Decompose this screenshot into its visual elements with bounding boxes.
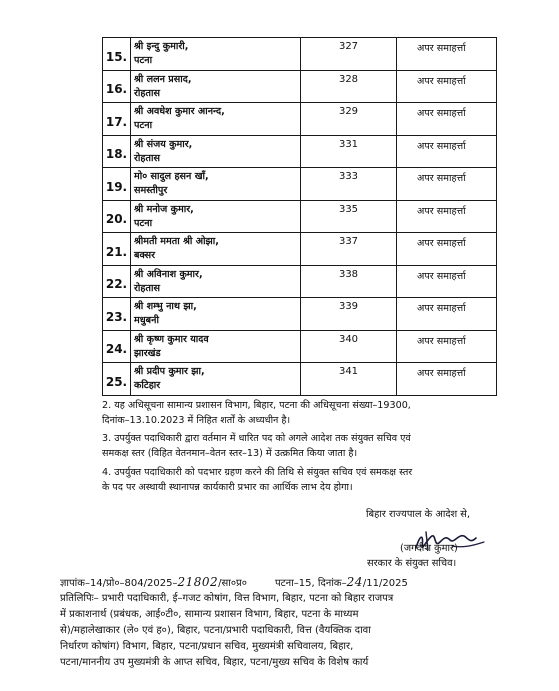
designation-cell: अपर समाहर्त्ता (397, 233, 497, 266)
signer-name: (जगदीश कुमार) (400, 543, 458, 554)
designation-cell: अपर समाहर्त्ता (397, 168, 497, 201)
table-row (103, 330, 497, 363)
officer-code-cell: 341 (301, 363, 397, 396)
paragraph-2-line-1: 2. यह अधिसूचना सामान्य प्रशासन विभाग, बिहार, पटना की अधिसूचना संख्या–19300, (102, 400, 411, 411)
paragraph-4-line-1: 4. उपर्युक्त पदाधिकारी को पदभार ग्रहण करने की तिथि से संयुक्त सचिव एवं समकक्ष स्तर (102, 467, 413, 478)
officer-name: श्री मनोज कुमार, (134, 203, 194, 215)
serial-number-cell: 24. (103, 330, 131, 363)
officer-code-cell: 328 (301, 70, 397, 103)
paragraph-3-line-1: 3. उपर्युक्त पदाधिकारी द्वारा वर्तमान में धारित पद को अगले आदेश तक संयुक्त सचिव एवं (102, 433, 411, 444)
officer-code-cell: 338 (301, 265, 397, 298)
officer-cell (131, 200, 301, 233)
officer-cell (131, 265, 301, 298)
memo-handwritten-number: 21802 (177, 575, 219, 589)
paragraph-3-line-2: समकक्ष स्तर (विहित वेतनमान–वेतन स्तर–13) में उत्क्रमित किया जाता है। (102, 447, 358, 459)
officer-cell (131, 103, 301, 136)
paragraph-2-line-2: दिनांक–13.10.2023 में निहित शर्तों के अध्यधीन है। (102, 414, 291, 426)
officer-district: बक्सर (134, 250, 156, 261)
serial-number-cell: 18. (103, 135, 131, 168)
copy-line-1: प्रतिलिपिः– प्रभारी पदाधिकारी, ई–गजट कोषांग, वित्त विभाग, बिहार, पटना को बिहार राजपत्र (60, 593, 394, 604)
officer-name: श्री प्रदीप कुमार झा, (134, 366, 205, 377)
designation-cell: अपर समाहर्त्ता (397, 363, 497, 396)
memo-handwritten-day: 24 (346, 575, 363, 589)
officer-code-cell: 339 (301, 298, 397, 331)
designation-cell: अपर समाहर्त्ता (397, 200, 497, 233)
paragraph-4 (102, 466, 522, 495)
officer-code-cell: 333 (301, 168, 397, 201)
officer-name: मो० सादुल हसन खाँ, (134, 171, 209, 182)
officer-name: श्री संजय कुमार, (134, 138, 193, 150)
serial-number-cell: 17. (103, 103, 131, 136)
officer-name: श्री अविनाश कुमार, (134, 268, 203, 280)
officer-cell (131, 363, 301, 396)
table-row (103, 135, 497, 168)
officer-district: पटना (134, 217, 153, 229)
designation-cell: अपर समाहर्त्ता (397, 298, 497, 331)
table-row (103, 70, 497, 103)
officer-district: कटिहार (134, 380, 161, 391)
designation-cell: अपर समाहर्त्ता (397, 135, 497, 168)
serial-number-cell: 15. (103, 38, 131, 71)
officer-cell (131, 298, 301, 331)
officer-district: समस्तीपुर (134, 185, 168, 196)
officer-cell (131, 330, 301, 363)
serial-number-cell: 16. (103, 70, 131, 103)
officer-cell (131, 135, 301, 168)
memo-place-date-prefix: पटना–15, दिनांक– (274, 578, 347, 589)
officer-code-cell: 331 (301, 135, 397, 168)
officer-name: श्री ललन प्रसाद, (134, 73, 192, 85)
officer-cell (131, 168, 301, 201)
table-row (103, 200, 497, 233)
officer-code-cell: 329 (301, 103, 397, 136)
officer-cell (131, 38, 301, 71)
paragraph-2 (102, 399, 522, 428)
officer-district: पटना (134, 120, 153, 131)
officer-cell (131, 70, 301, 103)
serial-number-cell: 23. (103, 298, 131, 331)
table-row (103, 298, 497, 331)
officer-district: रोहतास (134, 87, 160, 99)
officer-code-cell: 335 (301, 200, 397, 233)
officer-district: झारखंड (134, 347, 161, 359)
copy-line-3: से)/महालेखाकार (ले० एवं ह०), बिहार, पटना/प्रभारी पदाधिकारी, वित्त (वैयक्तिक दावा (60, 625, 371, 636)
officer-district: रोहतास (134, 282, 160, 294)
paragraph-4-line-2: के पद पर अस्थायी स्थानापन्न कार्यकारी प्रभार का आर्थिक लाभ देय होगा। (102, 481, 353, 493)
officer-table (102, 37, 497, 396)
table-row (103, 265, 497, 298)
designation-cell: अपर समाहर्त्ता (397, 330, 497, 363)
memo-number-suffix: /सा०प्र० (218, 578, 247, 589)
serial-number-cell: 22. (103, 265, 131, 298)
officer-district: पटना (134, 55, 153, 66)
signer-designation: सरकार के संयुक्त सचिव। (367, 558, 457, 569)
serial-number-cell: 19. (103, 168, 131, 201)
officer-name: श्री इन्दु कुमारी, (134, 41, 189, 52)
officer-code-cell: 340 (301, 330, 397, 363)
officer-code-cell: 337 (301, 233, 397, 266)
designation-cell: अपर समाहर्त्ता (397, 265, 497, 298)
copy-line-2: में प्रकाशनार्थ (प्रबंधक, आई०टी०, सामान्य प्रशासन विभाग, बिहार, पटना के माध्यम (60, 609, 359, 620)
table-row (103, 103, 497, 136)
table-row (103, 168, 497, 201)
governor-order-line: बिहार राज्यपाल के आदेश से, (366, 509, 471, 520)
memo-number-prefix: ज्ञापांक–14/प्रो०–804/2025– (60, 578, 178, 589)
serial-number-cell: 20. (103, 200, 131, 233)
officer-name: श्री अवधेश कुमार आनन्द, (134, 106, 225, 117)
serial-number-cell: 25. (103, 363, 131, 396)
officer-table-body (103, 38, 497, 396)
memo-line (60, 575, 408, 589)
officer-name: श्री कृष्ण कुमार यादव (134, 333, 209, 345)
officer-district: रोहतास (134, 152, 160, 164)
memo-date-suffix: /11/2025 (362, 578, 408, 589)
officer-cell (131, 233, 301, 266)
officer-name: श्री शम्भु नाथ झा, (134, 301, 197, 312)
copy-to-block (60, 591, 522, 671)
officer-code-cell: 327 (301, 38, 397, 71)
officer-district: मधुबनी (134, 315, 159, 326)
officer-name: श्रीमती ममता श्री ओझा, (134, 236, 219, 247)
table-row (103, 363, 497, 396)
table-row (103, 233, 497, 266)
copy-line-5: पटना/माननीय उप मुख्यमंत्री के आप्त सचिव, बिहार, पटना/मुख्य सचिव के विशेष कार्य (60, 657, 369, 668)
paragraph-3 (102, 432, 522, 461)
designation-cell: अपर समाहर्त्ता (397, 103, 497, 136)
copy-line-4: निर्धारण कोषांग) विभाग, बिहार, पटना/प्रधान सचिव, मुख्यमंत्री सचिवालय, बिहार, (60, 641, 354, 652)
serial-number-cell: 21. (103, 233, 131, 266)
designation-cell: अपर समाहर्त्ता (397, 38, 497, 71)
designation-cell: अपर समाहर्त्ता (397, 70, 497, 103)
table-row (103, 38, 497, 71)
